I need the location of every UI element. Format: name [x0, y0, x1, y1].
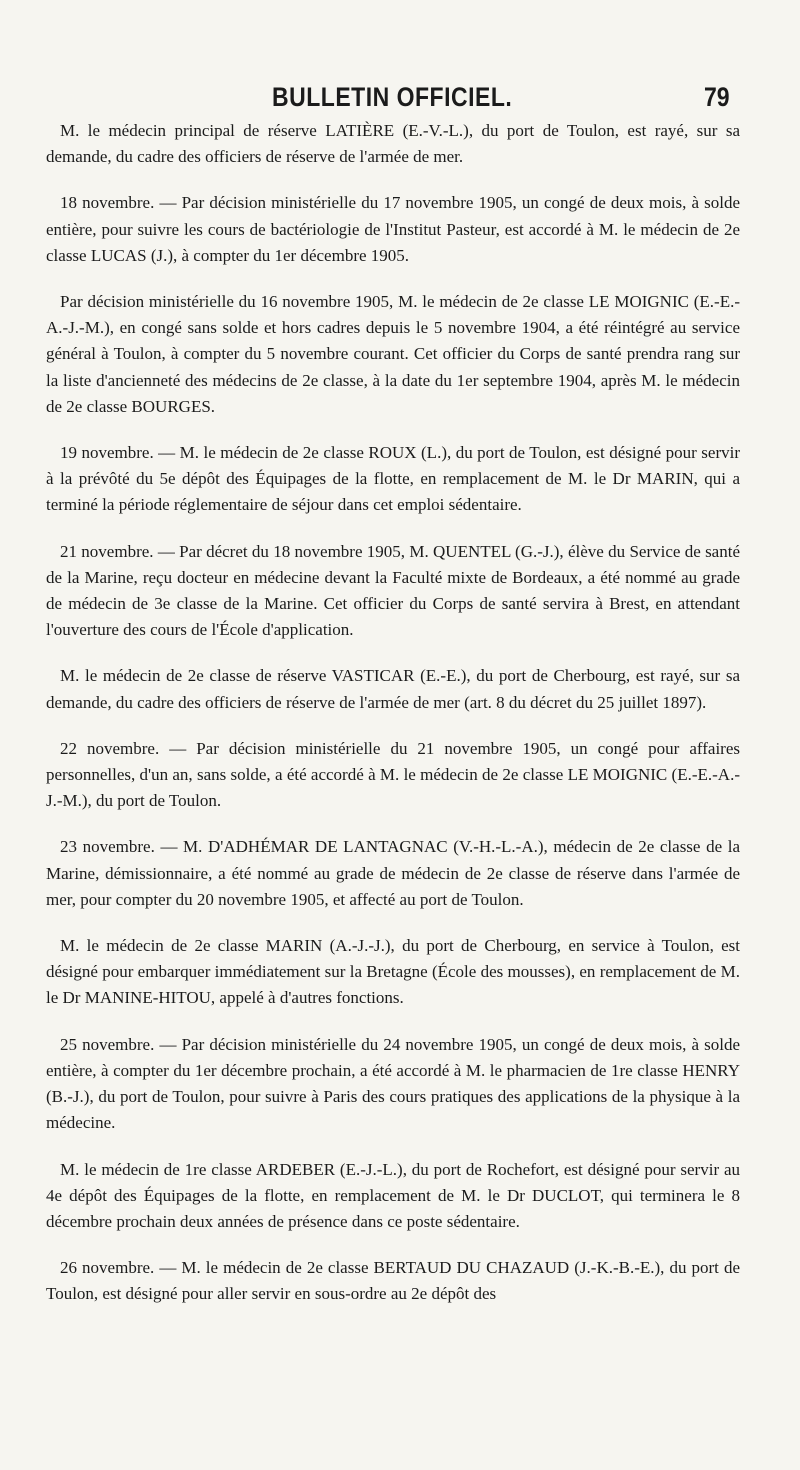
running-title: BULLETIN OFFICIEL. — [272, 82, 513, 112]
paragraph: M. le médecin de 2e classe MARIN (A.-J.-J.), du port de Cherbourg, en service à Toulon, est désigné pour embarquer immédiatement sur la Bretagne (École des mousses), en remplacement de M. le Dr MANINE-HITOU, appelé à d'autres fonctions. — [46, 936, 740, 1008]
paragraph: 22 novembre. — Par décision ministérielle du 21 novembre 1905, un congé pour affaires personnelles, d'un an, sans solde, a été accordé à M. le médecin de 2e classe LE MOIGNIC (E.-E.-A.-J.-M.), du port de Toulon. — [46, 738, 740, 811]
page-header — [0, 82, 800, 112]
paragraph: 21 novembre. — Par décret du 18 novembre 1905, M. QUENTEL (G.-J.), élève du Service de santé de la Marine, reçu docteur en médecine devant la Faculté mixte de Bordeaux, a été nommé au grade de médecin de 3e classe de la Marine. Cet officier du Corps de santé servira à Brest, en attendant l'ouverture des cours de l'École d'application. — [46, 541, 740, 640]
paragraph: 26 novembre. — M. le médecin de 2e classe BERTAUD DU CHAZAUD (J.-K.-B.-E.), du port de Toulon, est désigné pour aller servir en sous-ordre au 2e dépôt des — [46, 1258, 740, 1304]
paragraph: 19 novembre. — M. le médecin de 2e classe ROUX (L.), du port de Toulon, est désigné pour servir à la prévôté du 5e dépôt des Équipages de la flotte, en remplacement de M. le Dr MARIN, qui a terminé la période réglementaire de séjour dans cet emploi sédentaire. — [46, 443, 740, 515]
paragraph: Par décision ministérielle du 16 novembre 1905, M. le médecin de 2e classe LE MOIGNIC (E.-E.-A.-J.-M.), en congé sans solde et hors cadres depuis le 5 novembre 1904, a été réintégré au service général à Toulon, à compter du 5 novembre courant. Cet officier du Corps de santé prendra rang sur la liste d'ancienneté des médecins de 2e classe, à la date du 1er septembre 1904, après M. le médecin de 2e classe BOURGES. — [46, 292, 740, 416]
paragraph: M. le médecin de 1re classe ARDEBER (E.-J.-L.), du port de Rochefort, est désigné pour servir au 4e dépôt des Équipages de la flotte, en remplacement de M. le Dr DUCLOT, qui terminera le 8 décembre prochain deux années de présence dans ce poste sédentaire. — [46, 1159, 740, 1231]
paragraph: 25 novembre. — Par décision ministérielle du 24 novembre 1905, un congé de deux mois, à solde entière, à compter du 1er décembre prochain, a été accordé à M. le pharmacien de 1re classe HENRY (B.-J.), du port de Toulon, pour suivre à Paris des cours pratiques des applications de la physique à la médecine. — [46, 1034, 740, 1133]
paragraph: M. le médecin de 2e classe de réserve VASTICAR (E.-E.), du port de Cherbourg, est rayé, sur sa demande, du cadre des officiers de réserve de l'armée de mer (art. 8 du décret du 25 juillet 1897). — [46, 666, 740, 712]
paragraph: 23 novembre. — M. D'ADHÉMAR DE LANTAGNAC (V.-H.-L.-A.), médecin de 2e classe de la Marine, démissionnaire, a été nommé au grade de médecin de 2e classe de réserve dans l'armée de mer, pour compter du 20 novembre 1905, et affecté au port de Toulon. — [46, 837, 740, 909]
paragraph: 18 novembre. — Par décision ministérielle du 17 novembre 1905, un congé de deux mois, à solde entière, pour suivre les cours de bactériologie de l'Institut Pasteur, est accordé à M. le médecin de 2e classe LUCAS (J.), à compter du 1er décembre 1905. — [46, 193, 740, 265]
page-number: 79 — [704, 82, 730, 112]
paragraph: M. le médecin principal de réserve LATIÈRE (E.-V.-L.), du port de Toulon, est rayé, sur sa demande, du cadre des officiers de réserve de l'armée de mer. — [46, 121, 740, 167]
body-text — [46, 118, 740, 1328]
